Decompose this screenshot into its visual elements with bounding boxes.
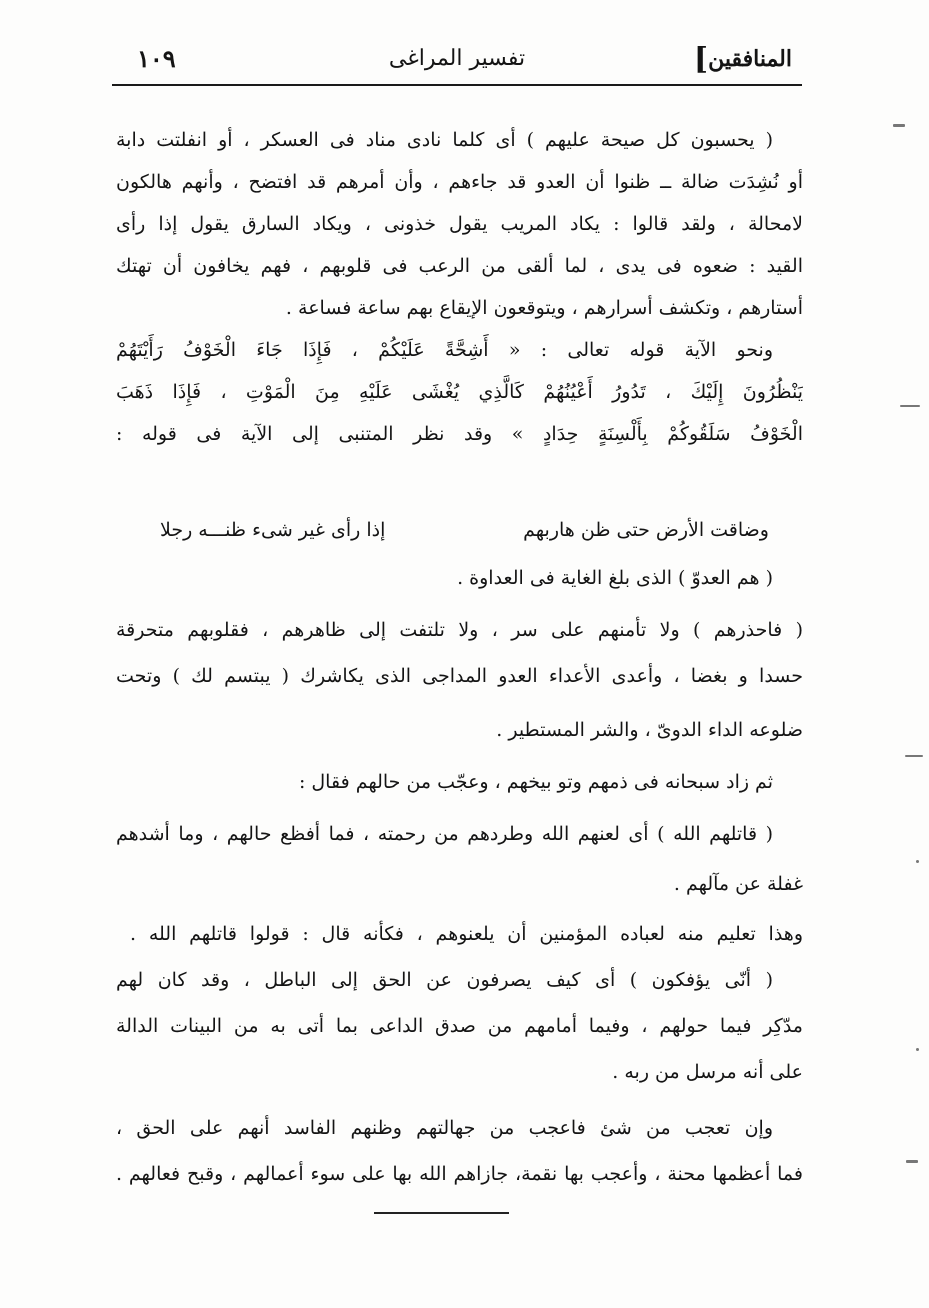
section-title — [688, 42, 792, 77]
text-line: ( أنّى يؤفكون ) أى كيف يصرفون عن الحق إلى الباطل ، وقد كان لهم — [116, 969, 773, 991]
poem-first-hemistich: وضاقت الأرض حتى ظن هاربهم — [523, 519, 769, 541]
text-line: ثم زاد سبحانه فى ذمهم وتو بيخهم ، وعجّب من حالهم فقال : — [298, 771, 773, 793]
text-line: أستارهم ، وتكشف أسرارهم ، ويتوقعون الإيقاع بهم ساعة فساعة . — [285, 297, 803, 319]
header-rule — [112, 84, 802, 86]
page-header — [112, 40, 802, 84]
text-line: حسدا و بغضا ، وأعدى الأعداء العدو المداجى الذى يكاشرك ( يبتسم لك ) وتحت — [116, 665, 803, 687]
text-line: على أنه مرسل من ربه . — [612, 1061, 803, 1083]
scan-speck — [916, 1048, 919, 1051]
scan-speck — [905, 755, 923, 757]
text-line: ضلوعه الداء الدوىّ ، والشر المستطير . — [496, 719, 803, 741]
text-line: أو نُشِدَت ضالة ــ ظنوا أن العدو قد جاءهم ، وأن أمرهم قد افتضح ، وأنهم هالكون — [116, 171, 803, 193]
text-line: لامحالة ، ولقد قالوا : يكاد المريب يقول خذونى ، ويكاد السارق يقول إذا رأى — [116, 213, 803, 235]
poem-line-second — [160, 512, 460, 548]
text-line: مدّكِر فيما حولهم ، وفيما أمامهم من صدق الداعى بما أتى به من البينات الدالة — [116, 1015, 803, 1037]
page-number: ١٠٩ — [137, 44, 176, 73]
text-line: فما أعظمها محنة ، وأعجب بها نقمة، جازاهم الله بها على سوء أعمالهم ، وقبح فعالهم . — [116, 1163, 803, 1185]
bracket-glyph: ] — [693, 42, 709, 77]
scan-speck — [916, 860, 919, 863]
scan-speck — [893, 124, 905, 127]
text-line: ( قاتلهم الله ) أى لعنهم الله وطردهم من رحمته ، فما أفظع حالهم ، وما أشدهم — [116, 823, 773, 845]
scan-speck — [906, 1160, 918, 1163]
text-line: ( فاحذرهم ) ولا تأمنهم على سر ، ولا تلتفت إلى ظاهرهم ، فقلوبهم متحرقة — [116, 619, 803, 641]
text-line: غفلة عن مآلهم . — [673, 873, 803, 895]
running-title: تفسير المراغى — [388, 46, 526, 71]
footnote-rule — [374, 1212, 509, 1214]
poem-line — [523, 512, 769, 548]
text-line: القيد : ضعوه فى يدى ، لما ألقى من الرعب فى قلوبهم ، فهم يخافون أن تهتك — [116, 255, 803, 277]
text-line: يَنْظُرُونَ إِلَيْكَ ، تَدُورُ أَعْيُنُهُمْ كَالَّذِي يُغْشَى عَلَيْهِ مِنَ الْمَوْتِ ، فَإِذَا ذَهَبَ — [116, 381, 803, 403]
text-line: ( هم العدوّ ) الذى بلغ الغاية فى العداوة . — [457, 567, 773, 589]
section-title-text: المنافقين — [708, 46, 792, 72]
text-line: ونحو الآية قوله تعالى : « أَشِحَّةً عَلَيْكُمْ ، فَإِذَا جَاءَ الْخَوْفُ رَأَيْتَهُمْ — [116, 339, 773, 361]
text-line: وإن تعجب من شئ فاعجب من جهالتهم وظنهم الفاسد أنهم على الحق ، — [116, 1117, 773, 1139]
text-line: ( يحسبون كل صيحة عليهم ) أى كلما نادى مناد فى العسكر ، أو انفلتت دابة — [116, 129, 773, 151]
text-line: الْخَوْفُ سَلَقُوكُمْ بِأَلْسِنَةٍ حِدَادٍ » وقد نظر المتنبى إلى الآية فى قوله : — [116, 423, 803, 445]
poem-second-hemistich: إذا رأى غير شىء ظنـــه رجلا — [160, 519, 386, 541]
text-line: وهذا تعليم منه لعباده المؤمنين أن يلعنوهم ، فكأنه قال : قولوا قاتلهم الله . — [130, 923, 803, 945]
scan-speck — [900, 405, 920, 407]
